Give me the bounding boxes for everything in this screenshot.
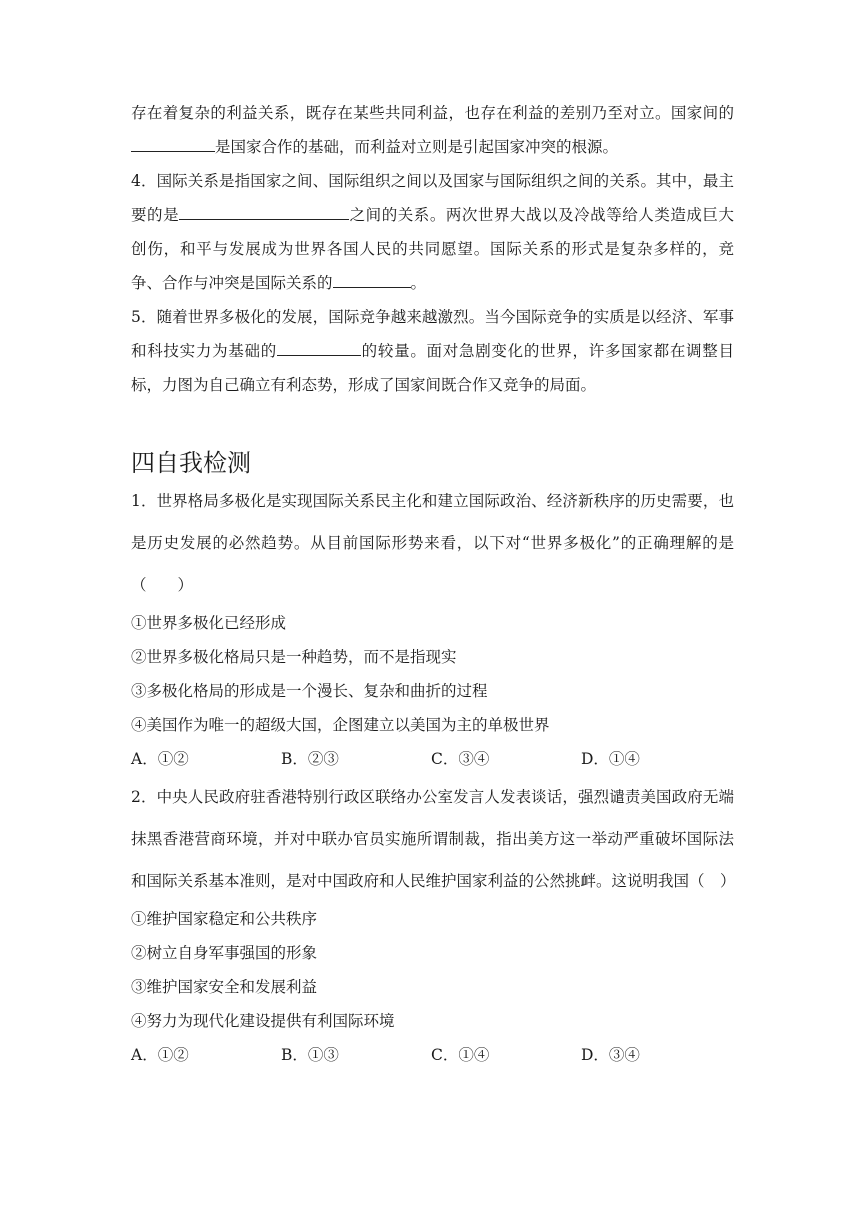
fill-blank-1[interactable] <box>131 133 215 152</box>
choice-a[interactable]: A．①② <box>131 1046 189 1064</box>
option-statement: ③多极化格局的形成是一个漫长、复杂和曲折的过程 <box>131 682 488 700</box>
answer-choices <box>131 742 734 776</box>
question-1 <box>131 480 734 776</box>
option-statement: ②世界多极化格局只是一种趋势，而不是指现实 <box>131 648 457 666</box>
paragraph-5: 5．随着世界多极化的发展，国际竞争越来越激烈。当今国际竞争的实质是以经济、军事和科技实力为基础的 的较量。面对急剧变化的世界，许多国家都在调整目标，力图为自己确立有利态势，形成了国家间既合作又竞争的局面。 <box>131 308 734 394</box>
choice-c[interactable]: C．①④ <box>431 1046 490 1064</box>
paragraph-4: 4．国际关系是指国家之间、国际组织之间以及国家与国际组织之间的关系。其中，最主要的是 之间的关系。两次世界大战以及冷战等给人类造成巨大创伤，和平与发展成为世界各国人民的共同愿望。国际关系的形式是复杂多样的，竞争、合作与冲突是国际关系的 。 <box>131 172 734 292</box>
choice-d[interactable]: D．①④ <box>581 750 640 768</box>
paragraph-3-continued: 存在着复杂的利益关系，既存在某些共同利益，也存在利益的差别乃至对立。国家间的是国家合作的基础，而利益对立则是引起国家冲突的根源。 <box>131 104 734 156</box>
option-statement: ④努力为现代化建设提供有利国际环境 <box>131 1012 395 1030</box>
choice-b[interactable]: B．②③ <box>281 750 339 768</box>
option-statement: ①世界多极化已经形成 <box>131 614 287 632</box>
choice-d[interactable]: D．③④ <box>581 1046 640 1064</box>
document-page <box>131 96 734 1072</box>
answer-choices <box>131 1038 734 1072</box>
choice-a[interactable]: A．①② <box>131 750 189 768</box>
fill-blank-2[interactable] <box>179 201 349 220</box>
section-title: 四自我检测 <box>131 449 251 477</box>
option-statement: ①维护国家稳定和公共秩序 <box>131 910 318 928</box>
question-stem: 2．中央人民政府驻香港特别行政区联络办公室发言人发表谈话，强烈谴责美国政府无端抹黑香港营商环境，并对中联办官员实施所谓制裁，指出美方这一举动严重破坏国际法和国际关系基本准则，是对中国政府和人民维护国家利益的公然挑衅。这说明我国（ ） <box>131 788 736 890</box>
question-stem: 1．世界格局多极化是实现国际关系民主化和建立国际政治、经济新秩序的历史需要，也是历史发展的必然趋势。从目前国际形势来看，以下对“世界多极化”的正确理解的是（ ） <box>131 492 734 594</box>
option-statement: ②树立自身军事强国的形象 <box>131 944 318 962</box>
fill-blank-4[interactable] <box>277 337 361 356</box>
choice-b[interactable]: B．①③ <box>281 1046 339 1064</box>
option-statement: ④美国作为唯一的超级大国，企图建立以美国为主的单极世界 <box>131 716 550 734</box>
fill-blank-3[interactable] <box>333 269 411 288</box>
choice-c[interactable]: C．③④ <box>431 750 490 768</box>
question-2 <box>131 776 734 1072</box>
option-statement: ③维护国家安全和发展利益 <box>131 978 318 996</box>
